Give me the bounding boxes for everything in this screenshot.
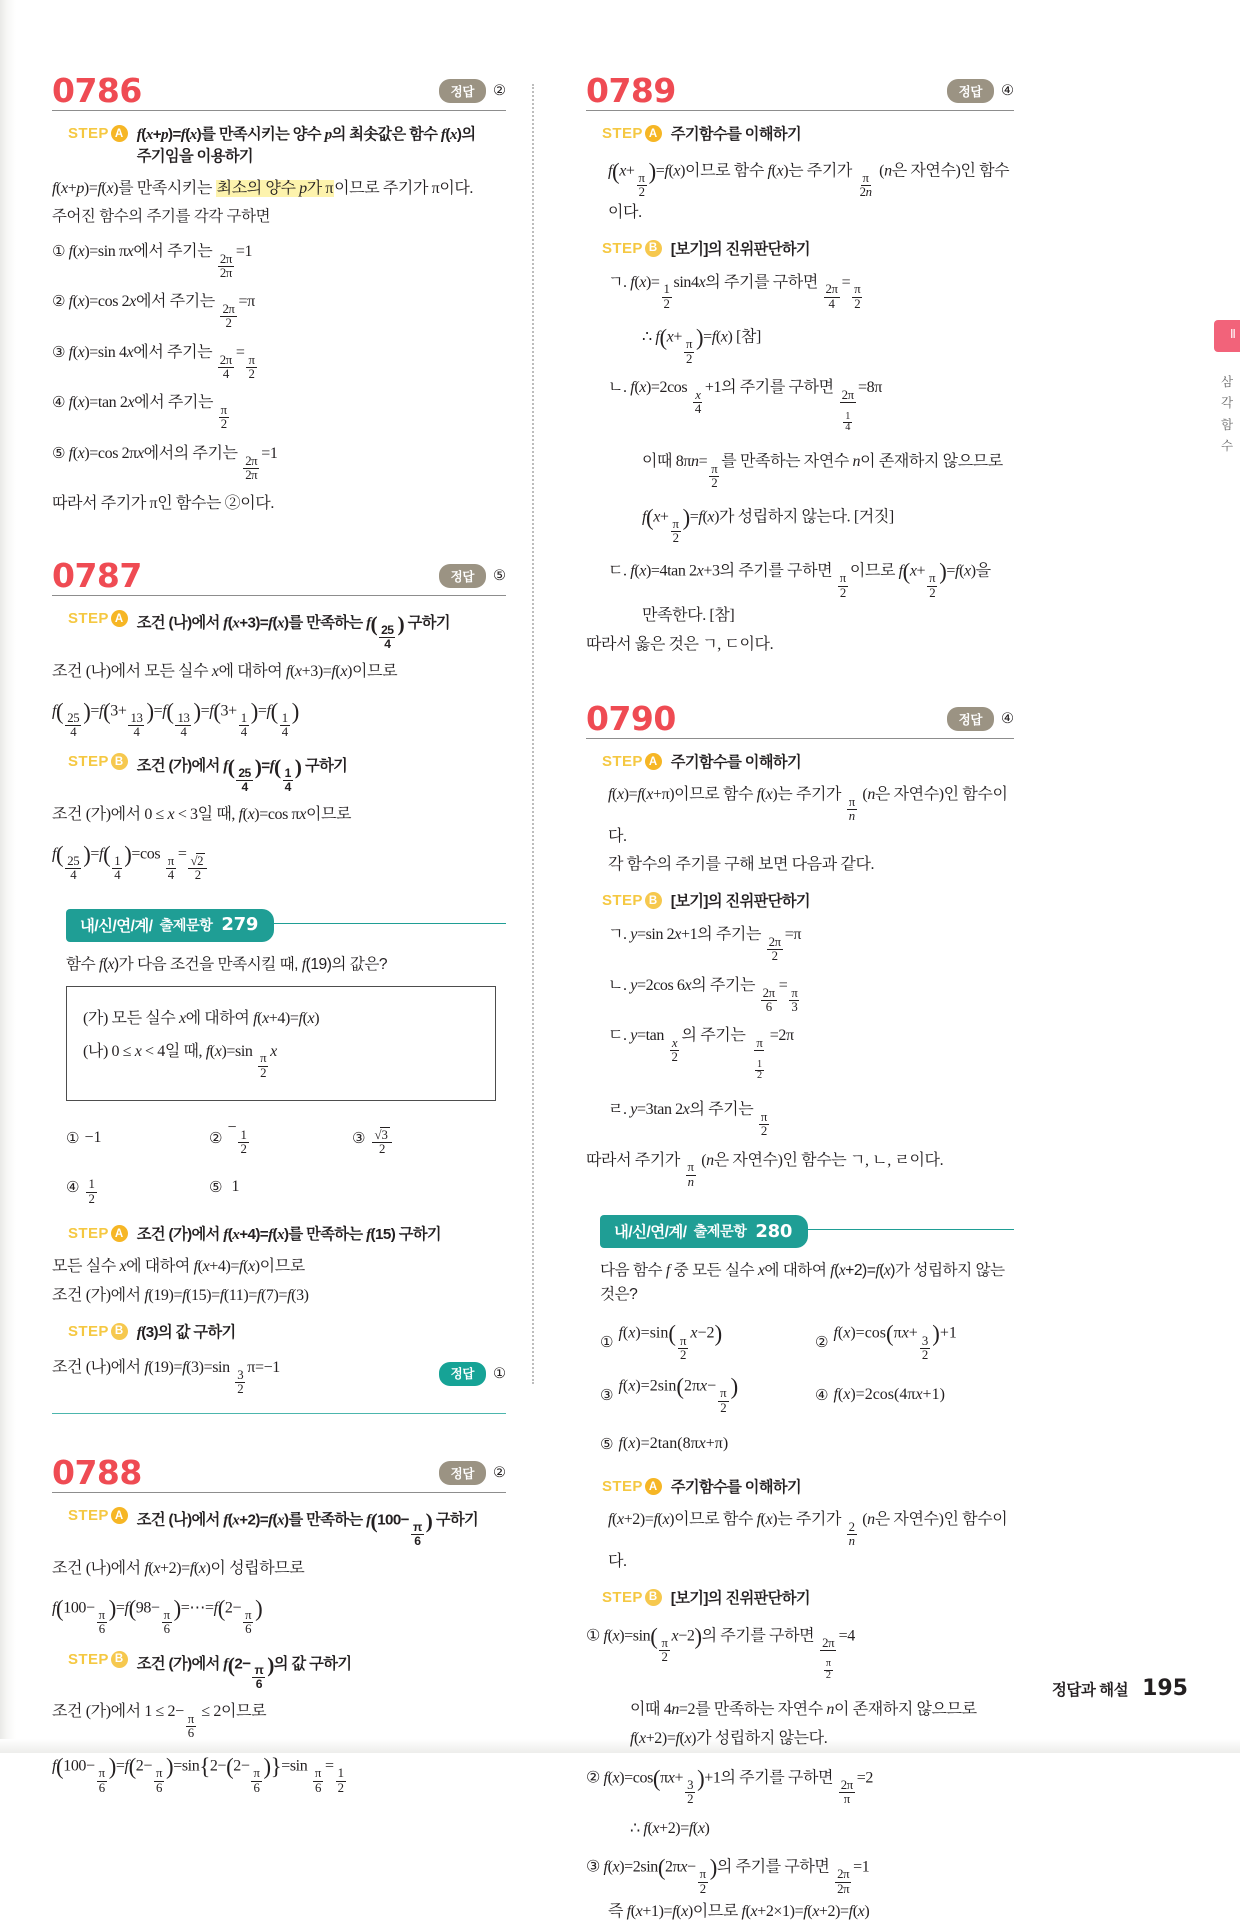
answer-group xyxy=(439,79,506,107)
step-b xyxy=(52,1322,506,1344)
solution-equation: f(100− $\frac{\pi}{6}$ )=f(2− $\frac{\pi}{6}$ )=sin{2−(2− $\frac{\pi}{6}$ )}=sin $\frac{\pi}{6}$ = $\frac{1}{2}$ xyxy=(52,1754,344,1795)
banner-label xyxy=(66,909,274,942)
answer-group xyxy=(439,564,506,592)
answer-value: ④ xyxy=(1001,83,1014,99)
option-item-5: ⑤ f(x)=cos 2πx에서의 주기는 $\frac{2\pi}{2\pi}$ =1 xyxy=(52,443,278,482)
solution-item-2: ② f(x)=cos(πx+ $\frac{3}{2}$ )+1의 주기를 구하면 $\frac{2\pi}{\pi}$ =2 xyxy=(586,1765,873,1807)
step-tag: STEP A xyxy=(602,124,662,142)
problem-0787-header xyxy=(52,556,506,596)
step-a xyxy=(586,124,1014,146)
boki-item-r: ㄹ. y=3tan 2x의 주기는 $\frac{\pi}{2}$ xyxy=(608,1101,767,1139)
step-a-title: 주기함수를 이해하기 xyxy=(670,1479,802,1497)
related-problem-279 xyxy=(66,909,506,942)
problem-0787 xyxy=(52,556,506,883)
banner-text-1: 내/신/연/계/ xyxy=(614,1224,687,1242)
banner-label xyxy=(600,1215,808,1248)
step-badge-b: B xyxy=(111,1323,128,1340)
solution-equation: f(100− $\frac{\pi}{6}$ )=f(98− $\frac{\pi}{6}$ )=⋯=f(2− $\frac{\pi}{6}$ ) xyxy=(52,1595,263,1637)
header-divider xyxy=(586,110,1014,111)
choice-item[interactable]: ⑤ 1 xyxy=(209,1178,240,1197)
solution-line: 조건 (나)에서 f(19)=f(3)=sin $\frac{3}{2}$ π=−1 xyxy=(52,1358,280,1396)
banner-number: 280 xyxy=(755,1220,793,1242)
answer-value: ① xyxy=(493,1365,506,1382)
solution-equation: f( $\frac{25}{4}$ )=f(3+ $\frac{13}{4}$ )=f( $\frac{13}{4}$ )=f(3+ $\frac{1}{4}$ )=f( $\frac{1}{4}$ ) xyxy=(52,698,299,739)
step-badge-a: A xyxy=(111,125,128,142)
problem-0788-header xyxy=(52,1453,506,1493)
step-badge-b: B xyxy=(111,1651,128,1668)
answer-group xyxy=(947,79,1014,107)
answer-pill: 정답 xyxy=(439,79,486,103)
step-b-title: [보기]의 진위판단하기 xyxy=(670,893,810,911)
solution-line: f(x+2)=f(x)이므로 함수 f(x)는 주기가 $\frac{2}{n}$ (n은 자연수)인 함수이다. xyxy=(608,1511,1008,1570)
choice-item[interactable]: ③ $\frac{√3}{2}$ xyxy=(352,1119,495,1156)
step-a xyxy=(52,1224,506,1246)
step-badge-a: A xyxy=(111,1225,128,1242)
step-badge-b: B xyxy=(645,240,662,257)
answer-group xyxy=(947,707,1014,735)
solution-line: 모든 실수 x에 대하여 f(x+4)=f(x)이므로 xyxy=(52,1258,305,1276)
step-a xyxy=(52,609,506,650)
problem-0789-header xyxy=(586,71,1014,110)
option-item-3: ③ f(x)=sin 4x에서 주기는 $\frac{2\pi}{4}$ = $\frac{\pi}{2}$ xyxy=(52,342,255,381)
step-b xyxy=(52,1650,506,1691)
step-a-title: 주기함수를 이해하기 xyxy=(670,126,802,143)
step-tag: STEP A xyxy=(68,124,128,142)
solution-item-3: ③ f(x)=2sin(2πx− $\frac{\pi}{2}$ )의 주기를 구하면 $\frac{2\pi}{2\pi}$ =1 xyxy=(586,1855,870,1896)
step-b-title: 조건 (가)에서 f(2− $\frac{\pi}{6}$ )의 값 구하기 xyxy=(136,1652,352,1692)
choice-item[interactable]: ② f(x)=cos(πx+ $\frac{3}{2}$ )+1 xyxy=(815,1321,957,1362)
problem-0788 xyxy=(52,1453,506,1795)
step-b xyxy=(586,1588,1014,1610)
step-tag: STEP A xyxy=(602,1477,662,1495)
solution-line: f(x+p)=f(x)를 만족시키는 최소의 양수 p가 π이므로 주기가 π이다. xyxy=(52,180,474,198)
problem-0790-header xyxy=(586,699,1014,739)
step-b xyxy=(586,891,1014,913)
step-tag: STEP A xyxy=(68,1506,128,1524)
step-tag: STEP B xyxy=(602,891,662,909)
answer-pill: 정답 xyxy=(947,79,994,103)
option-item-1: ① f(x)=sin πx에서 주기는 $\frac{2\pi}{2\pi}$ =1 xyxy=(52,241,253,280)
related-question-text: 함수 f(x)가 다음 조건을 만족시킬 때, f(19)의 값은? xyxy=(66,955,388,973)
step-tag: STEP A xyxy=(602,752,662,770)
choice-list xyxy=(600,1321,1030,1473)
step-a xyxy=(52,124,506,168)
step-badge-a: A xyxy=(111,610,128,627)
condition-ga: (가) 모든 실수 x에 대하여 f(x+4)=f(x) xyxy=(83,1009,320,1027)
step-a xyxy=(52,1506,506,1547)
solution-line: 조건 (나)에서 f(x+2)=f(x)이 성립하므로 xyxy=(52,1559,305,1577)
conclusion: 따라서 주기가 $\frac{\pi}{n}$ (n은 자연수)인 함수는 ㄱ, ㄴ, ㄹ이다. xyxy=(586,1151,944,1189)
boki-item-g-conclusion: ∴ f(x+ $\frac{\pi}{2}$ )=f(x) [참] xyxy=(642,325,761,366)
step-badge-a: A xyxy=(111,1507,128,1524)
step-a-title: 주기함수를 이해하기 xyxy=(670,754,802,772)
boki-item-d: ㄷ. f(x)=4tan 2x+3의 주기를 구하면 $\frac{\pi}{2}$ 이므로 f(x+ $\frac{\pi}{2}$ )=f(x)을 xyxy=(608,559,991,600)
problem-number: 0789 xyxy=(586,71,676,110)
conclusion: 따라서 주기가 π인 함수는 ②이다. xyxy=(52,495,274,513)
solution-item-1: ① f(x)=sin( $\frac{\pi}{2}$ x−2)의 주기를 구하면 $\frac{2\pi}{\frac{\pi}{2}}$ =4 xyxy=(586,1623,855,1682)
banner-text-2: 출제문항 xyxy=(693,1224,747,1241)
banner-text-2: 출제문항 xyxy=(159,917,213,934)
option-item-2: ② f(x)=cos 2x에서 주기는 $\frac{2\pi}{2}$ =π xyxy=(52,292,255,331)
answer-group xyxy=(439,1461,506,1489)
answer-pill: 정답 xyxy=(439,1461,486,1485)
section-divider xyxy=(52,1413,506,1414)
chapter-side-tab-body: 삼 각 함 수 xyxy=(1220,375,1234,453)
right-column xyxy=(534,71,1014,1921)
chapter-side-tab: Ⅱ xyxy=(1214,320,1240,352)
solution-equation: f( $\frac{25}{4}$ )=f( $\frac{1}{4}$ )=cos $\frac{\pi}{4}$ = $\frac{√2}{2}$ xyxy=(52,837,506,883)
boki-item-n: ㄴ. f(x)=2cos $\frac{x}{4}$ +1의 주기를 구하면 $\frac{2\pi}{\frac{1}{4}}$ =8π xyxy=(608,379,882,434)
answer-pill: 정답 xyxy=(947,707,994,731)
banner-text-1: 내/신/연/계/ xyxy=(80,917,153,935)
solution-line: 각 함수의 주기를 구해 보면 다음과 같다. xyxy=(608,856,875,874)
step-badge-b: B xyxy=(111,753,128,770)
problem-0789 xyxy=(586,71,1014,658)
boki-item-n-conclusion: f(x+ $\frac{\pi}{2}$ )=f(x)가 성립하지 않는다. [거짓] xyxy=(642,504,894,545)
related-question-text: 다음 함수 f 중 모든 실수 x에 대하여 f(x+2)=f(x)가 성립하지 않는 것은? xyxy=(600,1262,1005,1304)
solution-line: 조건 (가)에서 f(19)=f(15)=f(11)=f(7)=f(3) xyxy=(52,1286,309,1304)
step-badge-b: B xyxy=(645,892,662,909)
step-tag: STEP B xyxy=(68,752,128,770)
header-divider xyxy=(586,738,1014,739)
step-tag: STEP B xyxy=(602,239,662,257)
boki-item-d-cont: 만족한다. [참] xyxy=(642,607,735,625)
conclusion: 따라서 옳은 것은 ㄱ, ㄷ이다. xyxy=(586,636,774,654)
answer-value: ② xyxy=(493,83,506,99)
step-b-title: 조건 (가)에서 f( $\frac{25}{4}$ )=f( $\frac{1}{4}$ ) 구하기 xyxy=(136,755,348,794)
banner-number: 279 xyxy=(221,914,259,935)
answer-pill: 정답 xyxy=(439,1362,486,1386)
solution-line: 조건 (나)에서 모든 실수 x에 대하여 f(x+3)=f(x)이므로 xyxy=(52,662,398,680)
step-a xyxy=(586,752,1014,774)
solution-item-1-body: 이때 4n=2를 만족하는 자연수 n이 존재하지 않으므로 xyxy=(630,1700,977,1718)
boki-item-g: ㄱ. y=sin 2x+1의 주기는 $\frac{2\pi}{2}$ =π xyxy=(608,926,801,964)
choice-list xyxy=(66,1119,496,1218)
answer-group xyxy=(439,1362,506,1390)
step-b xyxy=(586,239,1014,261)
choice-item[interactable]: ⑤ f(x)=2tan(8πx+π) xyxy=(600,1435,729,1454)
step-tag: STEP B xyxy=(68,1322,128,1340)
step-tag: STEP A xyxy=(68,609,128,627)
related-problem-280 xyxy=(600,1215,1014,1248)
problem-0790 xyxy=(586,699,1014,1189)
choice-item[interactable]: ② − $\frac{1}{2}$ xyxy=(209,1119,247,1157)
solution-item-1-conclusion: f(x+2)=f(x)가 성립하지 않는다. xyxy=(630,1729,828,1747)
boki-item-g: ㄱ. f(x)= $\frac{1}{2}$ sin4x의 주기를 구하면 $\frac{2\pi}{4}$ = $\frac{\pi}{2}$ xyxy=(608,273,861,311)
answer-value: ④ xyxy=(1001,711,1014,728)
step-b-title: [보기]의 진위판단하기 xyxy=(670,240,810,258)
boki-item-n: ㄴ. y=2cos 6x의 주기는 $\frac{2\pi}{6}$ = $\frac{\pi}{3}$ xyxy=(608,976,798,1014)
problem-number: 0786 xyxy=(52,71,142,110)
step-badge-a: A xyxy=(645,753,662,770)
solution-item-3-conclusion: 즉 f(x+1)=f(x)이므로 f(x+2×1)=f(x+2)=f(x) xyxy=(608,1903,870,1921)
solution-line: 조건 (가)에서 1 ≤ 2− $\frac{\pi}{6}$ ≤ 2이므로 xyxy=(52,1702,267,1740)
step-b-title: [보기]의 진위판단하기 xyxy=(670,1589,810,1607)
problem-number: 0788 xyxy=(52,1453,142,1493)
left-column xyxy=(52,71,532,1795)
choice-item[interactable]: ④ f(x)=2cos(4πx+1) xyxy=(815,1385,945,1404)
header-divider xyxy=(52,110,506,111)
step-a-title: 조건 (나)에서 f(x+2)=f(x)를 만족하는 f(100− $\frac{\pi}{6}$ ) 구하기 xyxy=(136,1509,479,1548)
problem-0786 xyxy=(52,71,506,517)
answer-pill: 정답 xyxy=(439,564,486,588)
header-divider xyxy=(52,1492,506,1493)
step-b-title: f(3)의 값 구하기 xyxy=(136,1323,236,1341)
condition-na: (나) 0 ≤ x < 4일 때, f(x)=sin $\frac{\pi}{2}$ x xyxy=(83,1042,277,1080)
step-a-title: f(x+p)=f(x)를 만족시키는 양수 p의 최솟값은 함수 f(x)의 주기임을 이용하기 xyxy=(136,126,476,166)
problem-0786-header xyxy=(52,71,506,110)
step-tag: STEP B xyxy=(602,1588,662,1606)
boki-item-d: ㄷ. y=tan $\frac{x}{2}$ 의 주기는 $\frac{\pi}{\frac{1}{2}}$ =2π xyxy=(608,1027,794,1082)
header-divider xyxy=(52,595,506,596)
page-number: 195 xyxy=(1142,1676,1188,1701)
page-footer xyxy=(1052,1676,1188,1701)
step-badge-b: B xyxy=(645,1589,662,1606)
option-item-4: ④ f(x)=tan 2x에서 주기는 $\frac{\pi}{2}$ xyxy=(52,393,227,432)
step-badge-a: A xyxy=(645,125,662,142)
answer-value: ② xyxy=(493,1465,506,1482)
solution-item-2-conclusion: ∴ f(x+2)=f(x) xyxy=(630,1819,710,1837)
problem-number: 0787 xyxy=(52,556,142,596)
step-b xyxy=(52,752,506,793)
step-tag: STEP A xyxy=(68,1224,128,1242)
solution-line: f(x)=f(x+π)이므로 함수 f(x)는 주기가 $\frac{\pi}{n}$ (n은 자연수)인 함수이다. xyxy=(608,786,1008,845)
solution-line: f(x+ $\frac{\pi}{2}$ )=f(x)이므로 함수 f(x)는 주기가 $\frac{\pi}{2n}$ (n은 자연수)인 함수이다. xyxy=(608,159,1010,221)
boki-item-n-body: 이때 8πn= $\frac{\pi}{2}$ 를 만족하는 자연수 n이 존재하지 않으므로 xyxy=(642,453,1003,491)
choice-item[interactable]: ① −1 xyxy=(66,1128,102,1147)
step-a-title: 조건 (가)에서 f(x+4)=f(x)를 만족하는 f(15) 구하기 xyxy=(136,1226,441,1244)
condition-box xyxy=(66,986,496,1101)
choice-item[interactable]: ① f(x)=sin( $\frac{\pi}{2}$ x−2) xyxy=(600,1321,723,1362)
choice-item[interactable]: ③ f(x)=2sin(2πx− $\frac{\pi}{2}$ ) xyxy=(600,1374,739,1415)
problem-number: 0790 xyxy=(586,699,676,739)
solution-line: 조건 (가)에서 0 ≤ x < 3일 때, f(x)=cos πx이므로 xyxy=(52,805,352,823)
answer-value: ⑤ xyxy=(493,568,506,585)
step-a-title: 조건 (나)에서 f(x+3)=f(x)를 만족하는 f( $\frac{25}{4}$ ) 구하기 xyxy=(136,612,450,651)
solution-line: 주어진 함수의 주기를 각각 구하면 xyxy=(52,207,271,225)
footer-label: 정답과 해설 xyxy=(1051,1682,1129,1699)
step-a xyxy=(586,1477,1014,1499)
choice-item[interactable]: ④ $\frac{1}{2}$ xyxy=(66,1177,95,1206)
step-badge-a: A xyxy=(645,1478,662,1495)
step-tag: STEP B xyxy=(68,1650,128,1668)
